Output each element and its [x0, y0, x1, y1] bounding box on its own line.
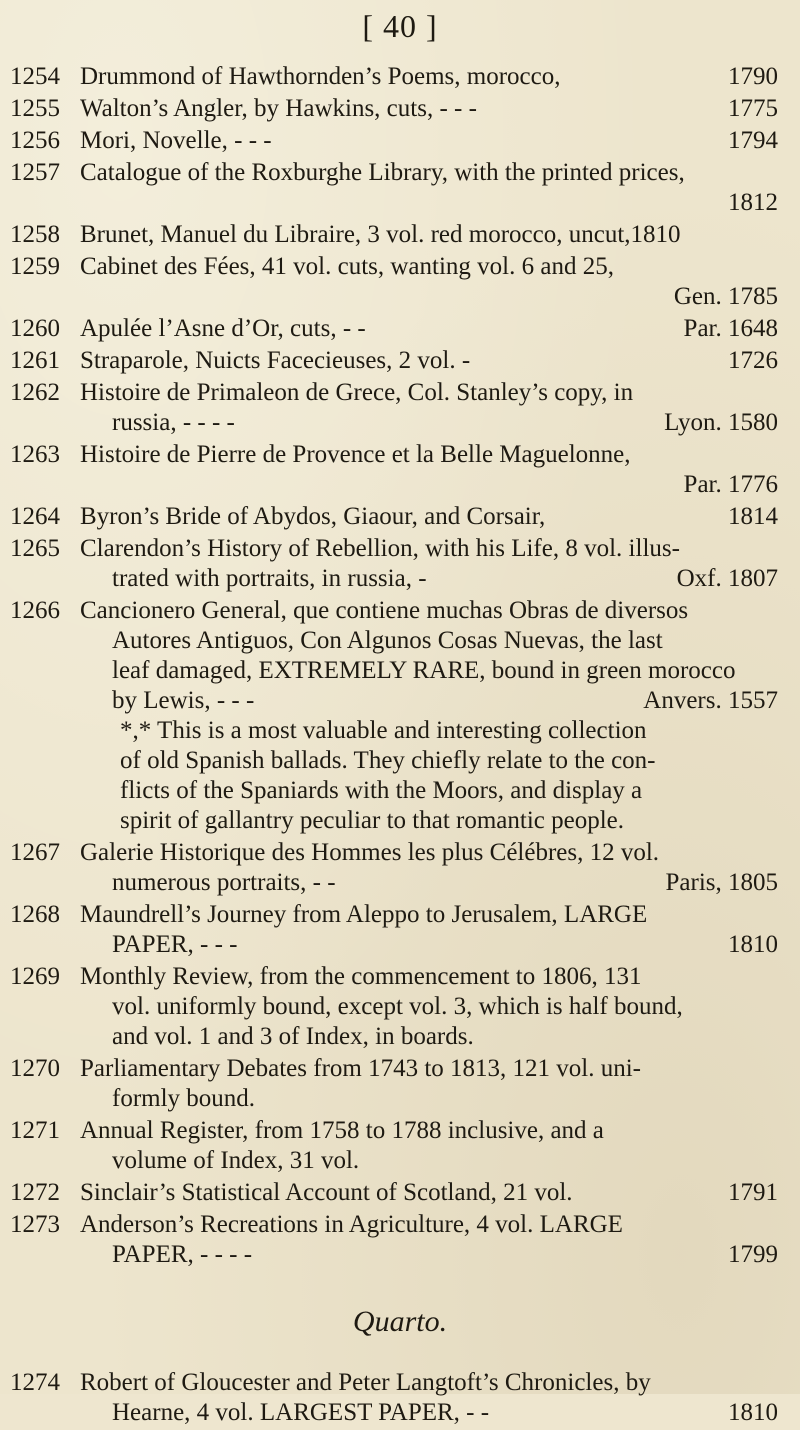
entry-imprint: 1790	[728, 63, 778, 90]
entry-line	[0, 470, 800, 500]
entry-line	[0, 1146, 800, 1176]
entry-imprint: Paris, 1805	[665, 869, 778, 896]
entry-line	[0, 992, 800, 1022]
entry-text: Byron’s Bride of Abydos, Giaour, and Corsair,	[80, 503, 546, 530]
entry-imprint: 1794	[728, 127, 778, 154]
lot-number: 1274	[10, 1369, 60, 1396]
entry-text: and vol. 1 and 3 of Index, in boards.	[112, 1023, 474, 1050]
entry-text: PAPER, - - -	[112, 931, 238, 958]
entry-text: of old Spanish ballads. They chiefly relate to the con-	[120, 747, 656, 774]
entry-imprint: Gen. 1785	[673, 283, 778, 310]
entry-line	[0, 314, 800, 344]
entry-line	[0, 1022, 800, 1052]
catalogue-entry	[0, 378, 800, 438]
entry-imprint: Oxf. 1807	[676, 565, 778, 592]
entry-text: PAPER, - - - -	[112, 1241, 253, 1268]
lot-number: 1273	[10, 1211, 60, 1238]
entry-text: vol. uniformly bound, except vol. 3, which is half bound,	[112, 993, 683, 1020]
catalogue-entry	[0, 440, 800, 500]
lot-number: 1270	[10, 1055, 60, 1082]
entry-text: Cabinet des Fées, 41 vol. cuts, wanting vol. 6 and 25,	[80, 253, 614, 280]
entry-text: Histoire de Primaleon de Grece, Col. Stanley’s copy, in	[80, 379, 634, 406]
entry-line	[0, 440, 800, 470]
entry-line	[0, 158, 800, 188]
entry-text: Annual Register, from 1758 to 1788 inclusive, and a	[80, 1117, 604, 1144]
entry-text: Autores Antiguos, Con Algunos Cosas Nuevas, the last	[112, 627, 663, 654]
lot-number: 1255	[10, 95, 60, 122]
entry-text: russia, - - - -	[112, 409, 235, 436]
catalogue-entry	[0, 158, 800, 218]
entry-line	[0, 502, 800, 532]
entry-text: Walton’s Angler, by Hawkins, cuts, - - -	[80, 95, 477, 122]
entry-text: Histoire de Pierre de Provence et la Belle Maguelonne,	[80, 441, 631, 468]
entry-line	[0, 686, 800, 716]
catalogue-entry	[0, 220, 800, 250]
lot-number: 1262	[10, 379, 60, 406]
entry-text: Hearne, 4 vol. LARGEST PAPER, - -	[112, 1399, 490, 1426]
entry-text: Mori, Novelle, - - -	[80, 127, 272, 154]
section-heading: Quarto.	[352, 1305, 448, 1338]
catalogue-entry	[0, 502, 800, 532]
lot-number: 1261	[10, 347, 60, 374]
entry-imprint: 1791	[728, 1179, 778, 1206]
entries-octavo	[0, 62, 800, 1270]
catalogue-entry	[0, 346, 800, 376]
entry-note-line	[0, 776, 800, 806]
entry-text: Sinclair’s Statistical Account of Scotland, 21 vol.	[80, 1179, 573, 1206]
entry-line	[0, 1240, 800, 1270]
entry-text: Galerie Historique des Hommes les plus Célébres, 12 vol.	[80, 839, 660, 866]
lot-number: 1256	[10, 127, 60, 154]
entry-text: Drummond of Hawthornden’s Poems, morocco,	[80, 63, 561, 90]
lot-number: 1267	[10, 839, 60, 866]
entry-text: *,* This is a most valuable and interesting collection	[120, 717, 647, 744]
entry-line	[0, 282, 800, 312]
entry-line	[0, 1116, 800, 1146]
entry-imprint: 1810	[728, 931, 778, 958]
entry-line	[0, 596, 800, 626]
lot-number: 1259	[10, 253, 60, 280]
lot-number: 1269	[10, 963, 60, 990]
entry-imprint: Anvers. 1557	[643, 687, 778, 714]
entry-line	[0, 378, 800, 408]
lot-number: 1272	[10, 1179, 60, 1206]
catalogue-entry	[0, 962, 800, 1052]
entry-text: Monthly Review, from the commencement to 1806, 131	[80, 963, 642, 990]
entry-text: leaf damaged, EXTREMELY RARE, bound in green morocco	[112, 657, 736, 684]
lot-number: 1263	[10, 441, 60, 468]
lot-number: 1257	[10, 159, 60, 186]
lot-number: 1271	[10, 1117, 60, 1144]
entry-text: Straparole, Nuicts Facecieuses, 2 vol. -	[80, 347, 471, 374]
catalogue-entry	[0, 1054, 800, 1114]
catalogue-entry	[0, 838, 800, 898]
entry-line	[0, 1084, 800, 1114]
entry-text: Anderson’s Recreations in Agriculture, 4 vol. LARGE	[80, 1211, 623, 1238]
entry-text: Apulée l’Asne d’Or, cuts, - -	[80, 315, 366, 342]
entry-note-line	[0, 716, 800, 746]
entry-imprint: 1810	[728, 1399, 778, 1426]
entry-imprint: 1812	[728, 189, 778, 216]
catalogue-entry	[0, 62, 800, 92]
entry-line	[0, 1398, 800, 1428]
entry-imprint: Par. 1648	[683, 315, 778, 342]
entry-line	[0, 346, 800, 376]
entry-line	[0, 1178, 800, 1208]
entry-text: by Lewis, - - -	[112, 687, 255, 714]
page-number: [ 40 ]	[362, 8, 438, 44]
entry-text: formly bound.	[112, 1085, 256, 1112]
entry-note-line	[0, 806, 800, 836]
entry-line	[0, 220, 800, 250]
catalogue-entry	[0, 1210, 800, 1270]
entry-line	[0, 188, 800, 218]
catalogue-entry	[0, 900, 800, 960]
entry-text: spirit of gallantry peculiar to that romantic people.	[120, 807, 625, 834]
catalogue-entry	[0, 1116, 800, 1176]
catalogue-entry	[0, 1368, 800, 1428]
entry-imprint: 1799	[728, 1241, 778, 1268]
lot-number: 1268	[10, 901, 60, 928]
entry-line	[0, 962, 800, 992]
catalogue-entry	[0, 94, 800, 124]
entry-text: trated with portraits, in russia, -	[112, 565, 427, 592]
lot-number: 1264	[10, 503, 60, 530]
entry-text: numerous portraits, - -	[112, 869, 336, 896]
lot-number: 1260	[10, 315, 60, 342]
entry-text: Robert of Gloucester and Peter Langtoft’s Chronicles, by	[80, 1369, 651, 1396]
entry-line	[0, 900, 800, 930]
catalogue-entry	[0, 252, 800, 312]
entry-line	[0, 252, 800, 282]
catalogue-entry	[0, 596, 800, 836]
entry-line	[0, 656, 800, 686]
entry-imprint: Par. 1776	[683, 471, 778, 498]
entry-text: Parliamentary Debates from 1743 to 1813, 121 vol. uni-	[80, 1055, 641, 1082]
entry-line	[0, 564, 800, 594]
entry-line	[0, 126, 800, 156]
entry-line	[0, 868, 800, 898]
lot-number: 1266	[10, 597, 60, 624]
entry-line	[0, 62, 800, 92]
entry-text: Cancionero General, que contiene muchas Obras de diversos	[80, 597, 689, 624]
entry-line	[0, 408, 800, 438]
entry-imprint: 1814	[728, 503, 778, 530]
catalogue-list	[0, 62, 800, 1430]
entry-note-line	[0, 746, 800, 776]
lot-number: 1265	[10, 535, 60, 562]
entry-text: Clarendon’s History of Rebellion, with his Life, 8 vol. illus-	[80, 535, 680, 562]
entry-line	[0, 626, 800, 656]
catalogue-entry	[0, 314, 800, 344]
catalogue-entry	[0, 534, 800, 594]
entries-quarto	[0, 1368, 800, 1428]
entry-text: Catalogue of the Roxburghe Library, with the printed prices,	[80, 159, 685, 186]
entry-line	[0, 1210, 800, 1240]
entry-imprint: 1726	[728, 347, 778, 374]
entry-line	[0, 94, 800, 124]
entry-text: flicts of the Spaniards with the Moors, and display a	[120, 777, 643, 804]
entry-line	[0, 534, 800, 564]
entry-text: Brunet, Manuel du Libraire, 3 vol. red morocco, uncut,1810	[80, 221, 681, 248]
catalogue-entry	[0, 126, 800, 156]
lot-number: 1258	[10, 221, 60, 248]
entry-text: volume of Index, 31 vol.	[112, 1147, 360, 1174]
entry-line	[0, 930, 800, 960]
entry-line	[0, 1054, 800, 1084]
catalogue-entry	[0, 1178, 800, 1208]
entry-imprint: Lyon. 1580	[664, 409, 778, 436]
lot-number: 1254	[10, 63, 60, 90]
entry-line	[0, 838, 800, 868]
entry-text: Maundrell’s Journey from Aleppo to Jerusalem, LARGE	[80, 901, 648, 928]
entry-imprint: 1775	[728, 95, 778, 122]
